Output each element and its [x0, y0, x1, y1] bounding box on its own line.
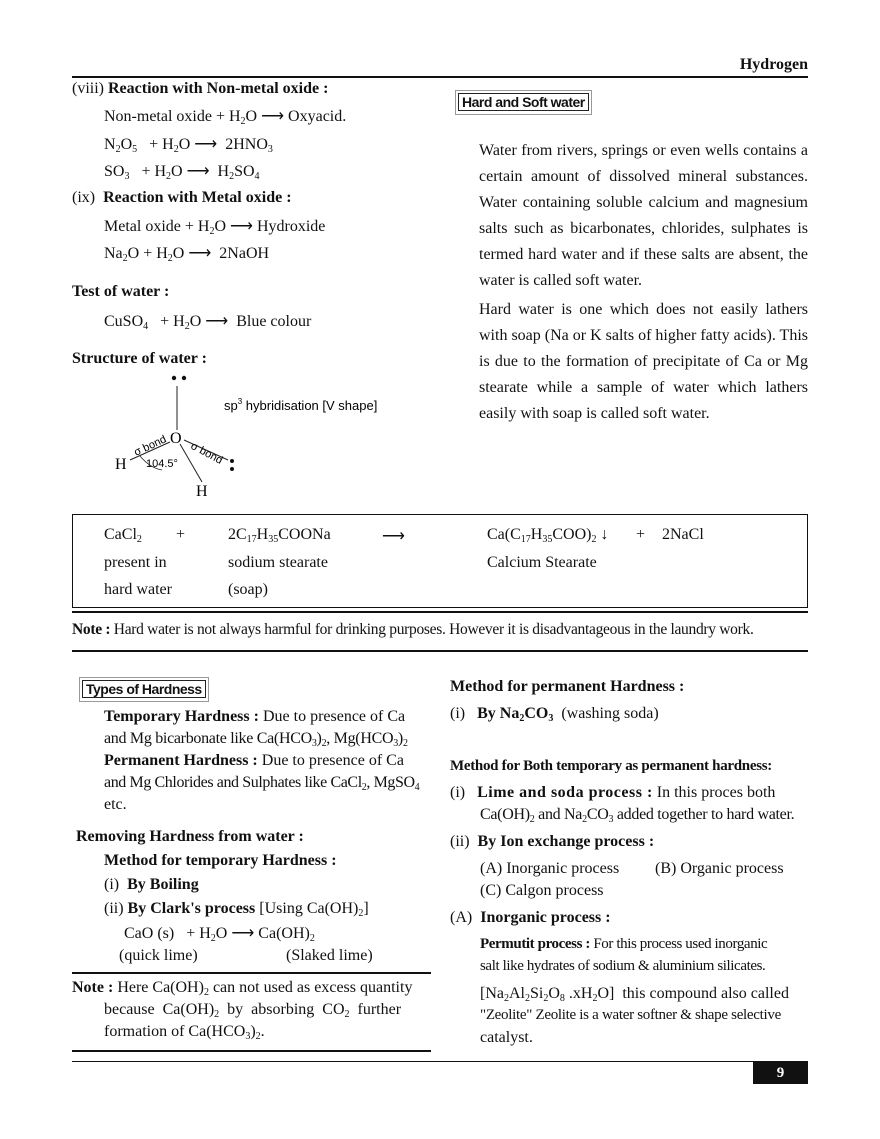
- eq-cao: CaO (s) + $H_2O$ ⟶ $Ca(OH)_2$: [124, 925, 315, 944]
- label-soap: (soap): [228, 581, 268, 598]
- bond-angle-label: 104.5°: [146, 458, 178, 470]
- temporary-hardness-line2: and Mg bicarbonate like $Ca(HCO_3)_2$, $Mg(HCO_3)_2$: [104, 730, 408, 749]
- sigma-bond-label-left: σ bond: [132, 433, 169, 459]
- note-caoh2-line3: formation of $Ca(HCO_3)_2$.: [104, 1023, 265, 1042]
- page-number: 9: [753, 1062, 808, 1084]
- footer-rule: [72, 1061, 808, 1062]
- eq-cuso4: CuSO$_4$ + $H_2O$ ⟶ Blue colour: [104, 313, 312, 332]
- label-sodium-stearate: sodium stearate: [228, 554, 328, 571]
- by-boiling: (i) By Boiling: [104, 876, 199, 893]
- reaction-arrow: ⟶: [382, 528, 405, 545]
- sigma-bond-label-right: σ bond: [188, 440, 225, 467]
- types-hardness-box: Types of Hardness: [79, 677, 209, 702]
- label-calcium-stearate: Calcium Stearate: [487, 554, 597, 571]
- note-caoh2-line1: Note : Here $Ca(OH)_2$ can not used as excess quantity: [72, 979, 413, 998]
- ion-exchange-title: (ii) By Ion exchange process :: [450, 833, 655, 850]
- permanent-hardness-line2: and Mg Chlorides and Sulphates like CaCl$_2$, MgSO$_4$: [104, 774, 420, 793]
- reaction-soap: $2C_{17}H_{35}COONa$: [228, 526, 331, 545]
- hydrogen-atom-left: H: [115, 456, 127, 473]
- method-both-title: Method for Both temporary as permanent hardness:: [450, 758, 772, 774]
- header-rule: [72, 76, 808, 78]
- note2-rule-top: [72, 972, 431, 974]
- lime-soda-line1: (i) Lime and soda process : In this proces both: [450, 784, 776, 801]
- item-ix: (ix) Reaction with Metal oxide :: [72, 189, 292, 206]
- water-structure-diagram: [110, 370, 410, 505]
- temporary-hardness-line1: Temporary Hardness : Due to presence of Ca: [104, 708, 406, 725]
- reaction-cacl2: CaCl$_2$: [104, 526, 142, 545]
- hard-water-paragraph-1: Water from rivers, springs or even wells contains a certain amount of dissolved mineral substances. Water containing soluble calcium and magnesium salts such as bicarbonates, chlorides, sulphates is termed hard water and if these salts are absent, the water is called soft water.: [479, 142, 808, 289]
- structure-title: Structure of water :: [72, 350, 207, 367]
- by-na2co3: (i) By $Na_2CO_3$ (washing soda): [450, 705, 659, 724]
- lone-pair-dot: [182, 376, 186, 380]
- permanent-hardness-line3: etc.: [104, 796, 127, 813]
- ion-option-a: (A) Inorganic process: [480, 860, 620, 877]
- method-temporary-title: Method for temporary Hardness :: [104, 852, 337, 869]
- removing-hardness-title: Removing Hardness from water :: [76, 828, 304, 845]
- eq-metal-general: Metal oxide + $H_2O$ ⟶ Hydroxide: [104, 218, 326, 237]
- reaction-plus-1: +: [176, 526, 186, 543]
- chapter-title: Hydrogen: [739, 56, 808, 73]
- hydrogen-atom-bottom: H: [196, 483, 208, 500]
- lone-pair-dot: [172, 376, 176, 380]
- label-present-in: present in: [104, 554, 167, 571]
- permutit-line1: Permutit process : For this process used inorganic: [480, 936, 768, 952]
- eq-n2o5: $N_2O_5$ + $H_2O$ ⟶ $2HNO_3$: [104, 136, 273, 155]
- eq-so3: $SO_3$ + $H_2O$ ⟶ $H_2SO_4$: [104, 163, 260, 182]
- label-slaked-lime: (Slaked lime): [286, 947, 373, 964]
- inorganic-process-title: (A) Inorganic process :: [450, 909, 611, 926]
- hard-soft-water-box: Hard and Soft water: [455, 90, 592, 115]
- test-of-water-title: Test of water :: [72, 283, 170, 300]
- note2-rule-bottom: [72, 1050, 431, 1052]
- item-viii: (viii) Reaction with Non-metal oxide :: [72, 80, 329, 97]
- zeolite-line1: [$Na_2Al_2Si_2O_8$ $.xH_2O$] this compound also called: [480, 985, 789, 1004]
- note-rule-bottom: [72, 650, 808, 652]
- hybridisation-label: $sp^3$ hybridisation [V shape]: [224, 397, 378, 413]
- zeolite-line3: catalyst.: [480, 1029, 533, 1046]
- lone-pair-dot: [230, 467, 234, 471]
- permanent-hardness-line1: Permanent Hardness : Due to presence of Ca: [104, 752, 404, 769]
- oxygen-atom: O: [170, 430, 182, 447]
- permutit-line2: salt like hydrates of sodium & aluminium silicates.: [480, 958, 766, 974]
- eq-nonmetal-general: Non-metal oxide + $H_2O$ ⟶ Oxyacid.: [104, 108, 347, 127]
- note-caoh2-line2: because $Ca(OH)_2$ by absorbing $CO_2$ further: [104, 1001, 402, 1020]
- reaction-plus-2: +: [636, 526, 646, 543]
- lone-pair-dot: [230, 459, 234, 463]
- hard-water-paragraph-2: Hard water is one which does not easily lathers with soap (Na or K salts of higher fatty acids). This is due to the formation of precipitate of Ca or Mg stearate while a sample of water which lathers easily with soap is called soft water.: [479, 301, 808, 422]
- label-hard-water: hard water: [104, 581, 172, 598]
- eq-na2o: $Na_2O + H_2O$ ⟶ 2NaOH: [104, 245, 270, 264]
- lime-soda-line2: $Ca(OH)_2$ and $Na_2CO_3$ added together to hard water.: [480, 806, 795, 825]
- label-quick-lime: (quick lime): [119, 947, 198, 964]
- reaction-nacl: 2NaCl: [662, 526, 704, 543]
- clarks-process: (ii) By Clark's process [Using $Ca(OH)_2$]: [104, 900, 369, 919]
- note-laundry: Note : Hard water is not always harmful for drinking purposes. However it is disadvantageous in the laundry work.: [72, 621, 754, 638]
- note-rule-top: [72, 611, 808, 613]
- ion-option-b: (B) Organic process: [655, 860, 784, 877]
- ion-option-c: (C) Calgon process: [480, 882, 604, 899]
- reaction-calcium-stearate: $Ca(C_{17}H_{35}COO)_2$ ↓: [487, 526, 609, 545]
- method-permanent-title: Method for permanent Hardness :: [450, 678, 685, 695]
- zeolite-line2: "Zeolite" Zeolite is a water softner & shape selective: [480, 1007, 781, 1023]
